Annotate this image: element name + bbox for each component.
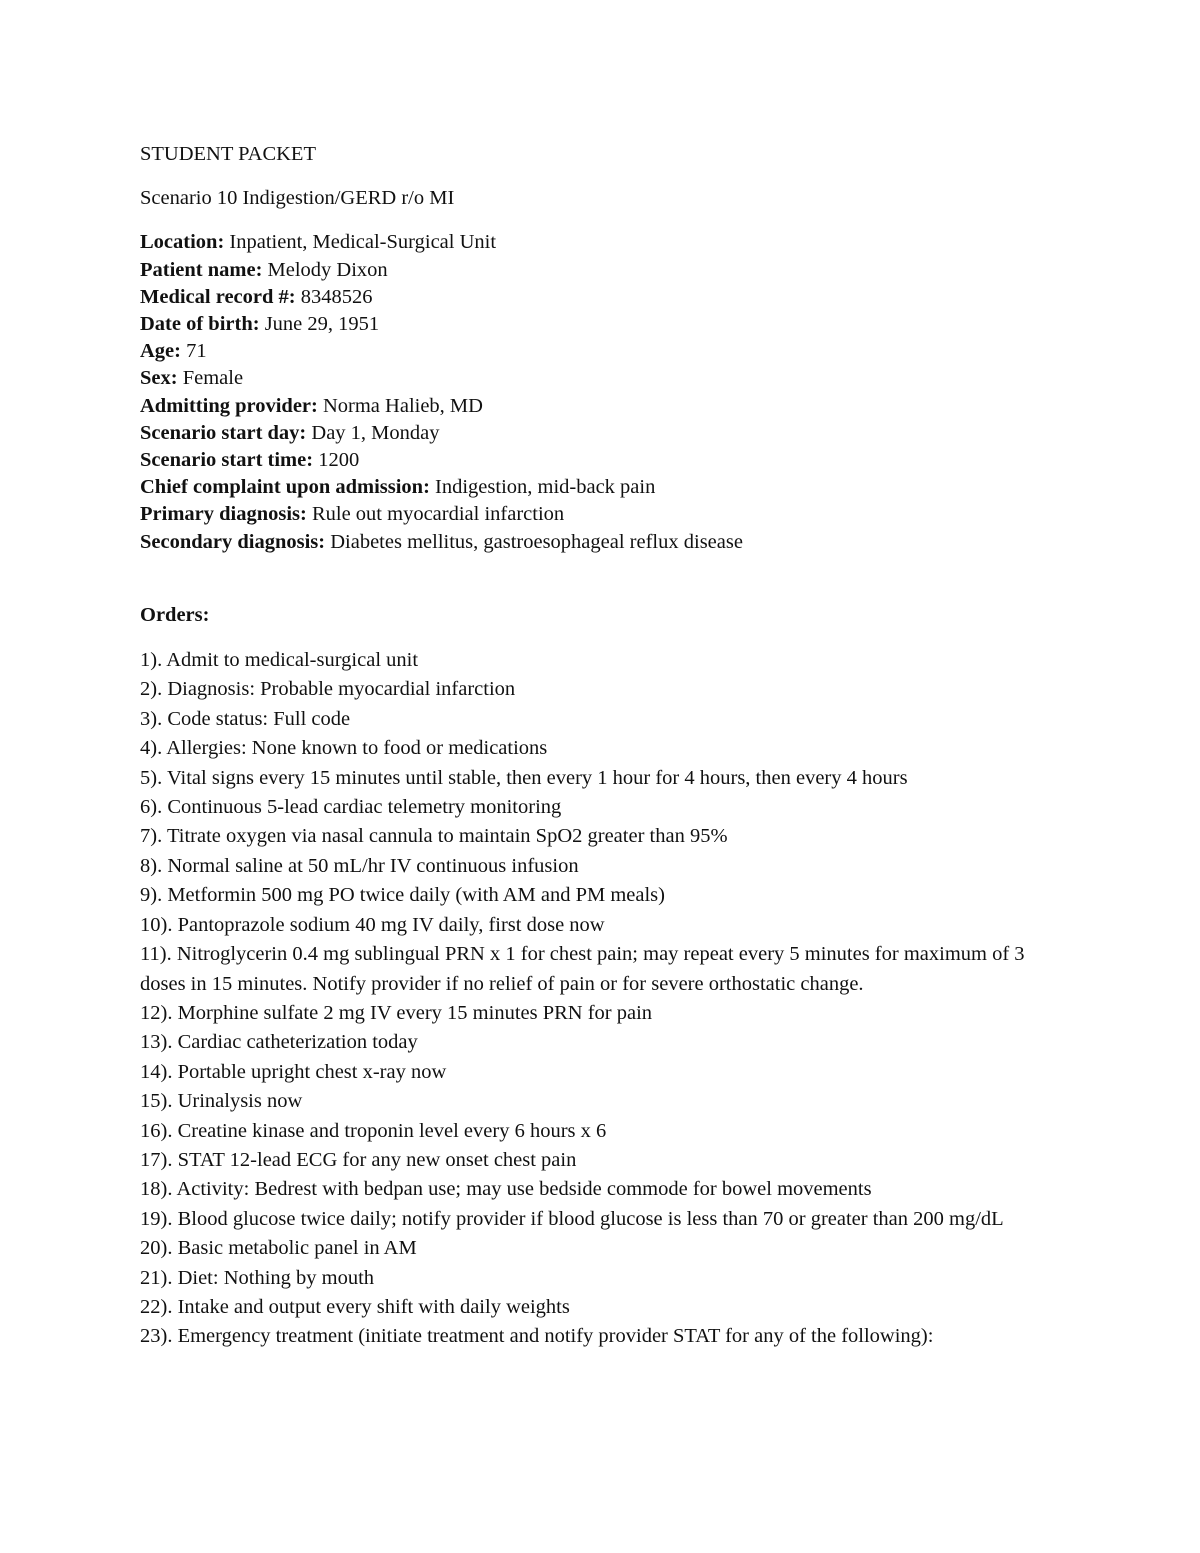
info-label: Patient name: <box>140 258 263 281</box>
order-item: 9). Metformin 500 mg PO twice daily (with AM and PM meals) <box>140 884 665 907</box>
orders-heading: Orders: <box>140 603 210 626</box>
order-item: 22). Intake and output every shift with daily weights <box>140 1295 570 1318</box>
info-sex <box>140 365 1140 392</box>
info-medical-record <box>140 284 1140 311</box>
order-item: 19). Blood glucose twice daily; notify provider if blood glucose is less than 70 or greater than 200 mg/dL <box>140 1207 1004 1230</box>
info-value: Melody Dixon <box>262 258 388 281</box>
order-item: 8). Normal saline at 50 mL/hr IV continuous infusion <box>140 854 579 877</box>
order-item: 4). Allergies: None known to food or medications <box>140 737 548 760</box>
info-value: Female <box>177 367 244 390</box>
info-label: Primary diagnosis: <box>140 503 307 526</box>
info-value: June 29, 1951 <box>259 313 380 336</box>
info-date-of-birth <box>140 311 1140 338</box>
info-label: Secondary diagnosis: <box>140 530 326 553</box>
info-value: Day 1, Monday <box>306 421 440 444</box>
order-item: 11). Nitroglycerin 0.4 mg sublingual PRN x 1 for chest pain; may repeat every 5 minutes for maximum of 3 doses in 15 minutes. Notify provider if no relief of pain or for severe orthostatic change. <box>140 943 1025 995</box>
order-item: 12). Morphine sulfate 2 mg IV every 15 minutes PRN for pain <box>140 1001 653 1024</box>
info-secondary-diagnosis <box>140 529 1140 556</box>
document-body <box>140 141 1140 1352</box>
order-item: 2). Diagnosis: Probable myocardial infarction <box>140 678 516 701</box>
info-label: Location: <box>140 231 225 254</box>
info-chief-complaint <box>140 474 1140 501</box>
info-label: Scenario start time: <box>140 449 314 472</box>
info-value: Indigestion, mid-back pain <box>429 476 656 499</box>
order-item: 18). Activity: Bedrest with bedpan use; may use bedside commode for bowel movements <box>140 1178 872 1201</box>
info-value: 71 <box>180 340 207 363</box>
order-item: 7). Titrate oxygen via nasal cannula to maintain SpO2 greater than 95% <box>140 825 728 848</box>
info-label: Scenario start day: <box>140 421 307 444</box>
info-label: Age: <box>140 340 181 363</box>
info-start-time <box>140 447 1140 474</box>
info-location <box>140 229 1140 256</box>
info-patient-name <box>140 257 1140 284</box>
order-item: 1). Admit to medical-surgical unit <box>140 649 419 672</box>
orders-list <box>140 646 1140 1352</box>
info-value: 8348526 <box>295 285 373 308</box>
patient-info <box>140 229 1140 555</box>
order-item: 21). Diet: Nothing by mouth <box>140 1266 375 1289</box>
order-item: 17). STAT 12-lead ECG for any new onset chest pain <box>140 1148 577 1171</box>
info-value: 1200 <box>313 449 360 472</box>
order-item: 10). Pantoprazole sodium 40 mg IV daily, first dose now <box>140 913 605 936</box>
info-label: Sex: <box>140 367 178 390</box>
info-value: Inpatient, Medical-Surgical Unit <box>224 231 497 254</box>
order-item: 3). Code status: Full code <box>140 707 351 730</box>
order-item: 15). Urinalysis now <box>140 1090 303 1113</box>
packet-title: STUDENT PACKET <box>140 143 316 165</box>
scenario-title: Scenario 10 Indigestion/GERD r/o MI <box>140 187 455 210</box>
info-label: Medical record #: <box>140 285 296 308</box>
order-item: 20). Basic metabolic panel in AM <box>140 1237 417 1260</box>
info-label: Admitting provider: <box>140 394 318 417</box>
order-item: 16). Creatine kinase and troponin level every 6 hours x 6 <box>140 1119 607 1142</box>
order-item: 23). Emergency treatment (initiate treatment and notify provider STAT for any of the following): <box>140 1325 934 1348</box>
order-item: 14). Portable upright chest x-ray now <box>140 1060 447 1083</box>
info-admitting-provider <box>140 393 1140 420</box>
order-item: 13). Cardiac catheterization today <box>140 1031 418 1054</box>
info-value: Diabetes mellitus, gastroesophageal reflux disease <box>325 530 743 553</box>
info-primary-diagnosis <box>140 501 1140 528</box>
order-item: 5). Vital signs every 15 minutes until stable, then every 1 hour for 4 hours, then every 4 hours <box>140 766 908 789</box>
info-label: Chief complaint upon admission: <box>140 476 430 499</box>
order-item: 6). Continuous 5-lead cardiac telemetry monitoring <box>140 796 562 819</box>
info-value: Norma Halieb, MD <box>317 394 483 417</box>
info-label: Date of birth: <box>140 313 260 336</box>
info-value: Rule out myocardial infarction <box>306 503 565 526</box>
info-age <box>140 338 1140 365</box>
info-start-day <box>140 420 1140 447</box>
